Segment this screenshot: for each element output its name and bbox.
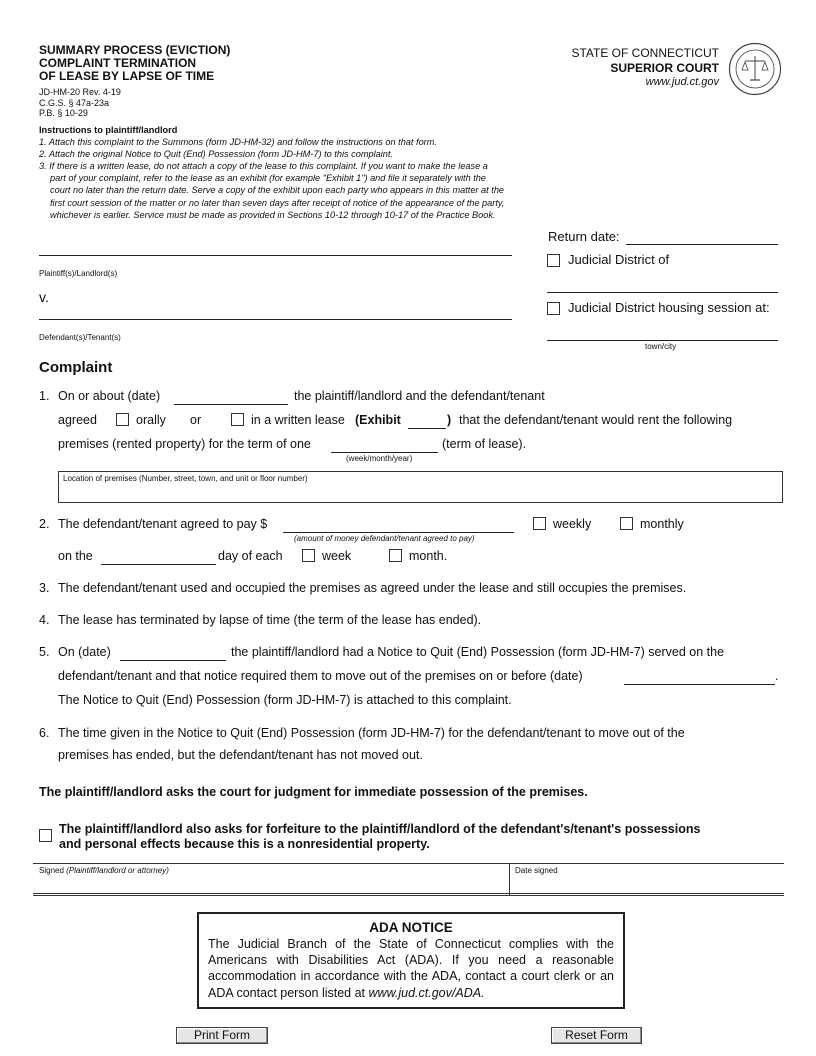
p4-number: 4. [39,613,50,627]
town-city-label: town/city [645,342,677,351]
p6-text-a: The time given in the Notice to Quit (End) Possession (form JD-HM-7) for the defendant/tenant to move out of the [58,726,685,740]
form-id: JD-HM-20 Rev. 4-19 [39,87,121,97]
weekly-label: weekly [553,517,592,531]
housing-session-input[interactable] [547,328,778,341]
return-date-input[interactable] [626,230,778,245]
exhibit-label: (Exhibit [355,413,401,427]
p1-text-a: On or about (date) [58,389,161,403]
signed-hint: (Plaintiff/landlord or attorney) [66,866,169,875]
day-input[interactable] [101,550,216,565]
monthly-label: monthly [640,517,684,531]
instructions: Instructions to plaintiff/landlord 1. Attach this complaint to the Summons (form JD-HM-32) and follow the instructions on that form. 2. Attach the original Notice to Quit (End) Possession (form JD-HM-7) to this complaint. 3. If there is a written lease, do not attach a copy of the lease to this complaint. If you want to make the lease a part of your complaint, refer to the lease as an exhibit (for example "Exhibit 1") and file it separately with the court no later than the return date. Serve a copy of the exhibit upon each party who appears in this matter at the first court session of the matter or no later than seven days after receipt of notice of the appearance of the party, whichever is earlier. Service must be made as provided in Sections 10-12 through 10-17 of the Practice Book. [39,125,505,220]
p4-text: The lease has terminated by lapse of time (the term of the lease has ended). [58,613,482,627]
ada-body [208,936,614,1001]
defendant-label: Defendant(s)/Tenant(s) [39,333,121,342]
court-seal-icon [728,42,782,96]
p1-text-d: premises (rented property) for the term of one [58,437,311,451]
statute: C.G.S. § 47a-23a [39,97,110,108]
date-signed-field[interactable] [515,866,558,875]
p1-text-e: (term of lease). [442,437,527,451]
exhibit-close: ) [447,413,452,427]
court-name: SUPERIOR COURT [610,60,719,75]
print-form-button[interactable]: Print Form [176,1027,268,1044]
p5-period: . [775,669,779,683]
location-field[interactable] [58,471,783,503]
written-lease-label: in a written lease [251,413,345,427]
ada-notice [197,912,625,1009]
p1-number: 1. [39,389,50,403]
p5-text-a: On (date) [58,645,111,659]
defendant-field[interactable] [39,319,512,320]
term-input[interactable] [331,438,438,453]
date-signed-label: Date signed [515,866,558,875]
judgment-request: The plaintiff/landlord asks the court for judgment for immediate possession of the premises. [39,785,588,799]
signed-field[interactable] [39,866,169,875]
weekly-checkbox[interactable] [533,517,546,530]
versus: v. [39,289,49,305]
reset-form-button[interactable]: Reset Form [551,1027,642,1044]
state-name: STATE OF CONNECTICUT [571,46,719,60]
term-hint: (week/month/year) [346,454,413,463]
p6-number: 6. [39,726,50,740]
housing-session-checkbox[interactable] [547,302,560,315]
or-label: or [190,413,202,427]
p3-text: The defendant/tenant used and occupied the premises as agreed under the lease and still occupies the premises. [58,581,687,595]
form-title: SUMMARY PROCESS (EVICTION) COMPLAINT TERMINATION OF LEASE BY LAPSE OF TIME [39,43,231,83]
p3-number: 3. [39,581,50,595]
p1-text-b: the plaintiff/landlord and the defendant/tenant [294,389,545,403]
forfeiture-text-2: and personal effects because this is a nonresidential property. [59,837,430,851]
forfeiture-text-1: The plaintiff/landlord also asks for forfeiture to the plaintiff/landlord of the defendant's/tenant's possessions [59,822,701,836]
court-header [571,46,719,90]
exhibit-input[interactable] [408,414,446,429]
p5-text-d: The Notice to Quit (End) Possession (form JD-HM-7) is attached to this complaint. [58,693,512,707]
rent-amount-input[interactable] [283,518,514,533]
p2-number: 2. [39,517,50,531]
written-lease-checkbox[interactable] [231,413,244,426]
p1-agreed: agreed [58,413,97,427]
orally-checkbox[interactable] [116,413,129,426]
plaintiff-field[interactable] [39,255,512,256]
judicial-district-label: Judicial District of [568,252,670,267]
p5-number: 5. [39,645,50,659]
p2-on-the: on the [58,549,93,563]
signed-label: Signed [39,866,64,875]
complaint-heading: Complaint [39,359,113,376]
ada-link[interactable]: www.jud.ct.gov/ADA. [368,985,485,1000]
ada-title: ADA NOTICE [369,920,453,935]
p1-text-c: that the defendant/tenant would rent the following [459,413,733,427]
lease-date-input[interactable] [174,390,288,405]
location-label: Location of premises (Number, street, town, and unit or floor number) [63,474,308,483]
p5-text-c: defendant/tenant and that notice required them to move out of the premises on or before (date) [58,669,583,683]
return-date-label: Return date: [548,229,620,244]
practice-book: P.B. § 10-29 [39,108,88,118]
ada-text: The Judicial Branch of the State of Connecticut complies with the Americans with Disabilities Act (ADA). If you need a reasonable accommodation in accordance with the ADA, contact a court clerk or an ADA contact person listed at [208,937,614,1000]
week-label: week [322,549,352,563]
forfeiture-checkbox[interactable] [39,829,52,842]
monthly-checkbox[interactable] [620,517,633,530]
p2-text-a: The defendant/tenant agreed to pay $ [58,517,268,531]
p6-text-b: premises has ended, but the defendant/tenant has not moved out. [58,748,423,762]
move-out-date-input[interactable] [624,670,775,685]
form-meta [39,87,121,119]
month-label: month. [409,549,448,563]
notice-served-date-input[interactable] [120,646,226,661]
judicial-district-input[interactable] [547,280,778,293]
p2-day-of-each: day of each [218,549,283,563]
rent-amount-hint: (amount of money defendant/tenant agreed to pay) [294,534,475,543]
website: www.jud.ct.gov [645,76,719,88]
orally-label: orally [136,413,166,427]
week-checkbox[interactable] [302,549,315,562]
plaintiff-label: Plaintiff(s)/Landlord(s) [39,269,118,278]
housing-session-label: Judicial District housing session at: [568,300,770,315]
judicial-district-checkbox[interactable] [547,254,560,267]
month-checkbox[interactable] [389,549,402,562]
p5-text-b: the plaintiff/landlord had a Notice to Quit (End) Possession (form JD-HM-7) served on the [231,645,725,659]
signature-divider [509,863,510,896]
